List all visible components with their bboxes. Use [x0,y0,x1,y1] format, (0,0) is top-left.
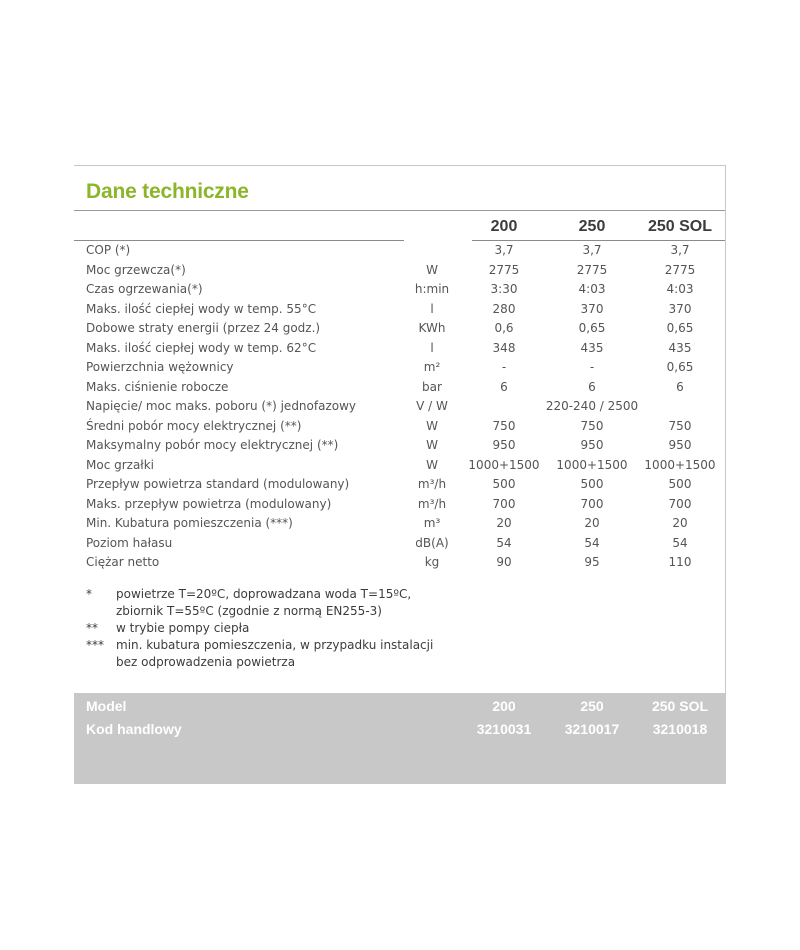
table-row [74,378,725,398]
footnote-marker: * [86,587,92,601]
row-unit: W [426,262,438,277]
row-value: 3,7 [670,243,690,257]
model-code-footer [74,693,726,784]
row-unit: l [430,340,434,355]
row-value: 3,7 [582,243,602,257]
table-row [74,417,725,437]
row-value: 90 [496,555,512,569]
row-unit: h:min [414,282,450,296]
row-unit: l [430,301,434,316]
footnote-line: bez odprowadzenia powietrza [116,655,296,669]
row-value: 20 [672,516,688,530]
table-row [74,436,725,456]
row-unit: W [426,457,438,472]
row-value: 3:30 [490,282,518,296]
table-row [74,495,725,515]
table-row [74,553,725,573]
column-header-200: 200 [490,218,518,235]
table-row [74,280,725,300]
trade-code-value: 3210018 [652,721,708,737]
table-row [74,397,725,417]
trade-code-value: 3210031 [476,721,532,737]
row-label: Maks. ciśnienie robocze [86,379,229,394]
row-value: 2775 [664,262,696,277]
row-unit: KWh [418,321,446,335]
row-value: 500 [668,477,692,491]
footnote-marker: ** [86,621,98,635]
table-row [74,241,725,261]
row-label: Średni pobór mocy elektrycznej (**) [86,418,302,433]
row-value: 280 [492,301,516,316]
row-value: 348 [492,340,516,355]
trade-code-label: Kod handlowy [86,721,182,737]
specs-table [74,241,725,573]
column-header-250: 250 [578,218,606,235]
row-value: 750 [668,418,692,433]
row-label: Maks. przepływ powietrza (modulowany) [86,496,332,511]
row-value: 1000+1500 [644,457,716,472]
row-value: 1000+1500 [556,457,628,472]
row-value: 20 [496,516,512,530]
row-value: 950 [580,438,604,452]
table-row [74,475,725,495]
footnote-line: w trybie pompy ciepła [116,621,250,635]
row-value: 0,65 [578,321,606,335]
row-value: 500 [492,477,516,491]
footnote-line: zbiornik T=55ºC (zgodnie z normą EN255-3) [116,604,382,618]
trade-code-value: 3210017 [564,721,620,737]
row-unit: W [426,438,438,452]
row-label: Czas ogrzewania(*) [86,282,203,296]
row-value: 6 [588,379,596,394]
row-value: 2775 [488,262,520,277]
row-label: Poziom hałasu [86,535,173,550]
row-value: 4:03 [578,282,606,296]
row-value: 370 [668,301,692,316]
row-unit: W [426,418,438,433]
footnote-marker: *** [86,638,104,652]
row-label: Dobowe straty energii (przez 24 godz.) [86,321,321,335]
row-value: 54 [584,535,600,550]
row-unit: m² [423,360,441,374]
row-value: 0,65 [666,321,694,335]
row-label: COP (*) [86,243,131,257]
footnote-line: powietrze T=20ºC, doprowadzana woda T=15ºC, [116,587,412,601]
row-value: 1000+1500 [468,457,540,472]
row-value: 500 [580,477,604,491]
section-title: Dane techniczne [86,180,249,203]
table-row [74,300,725,320]
row-value: 6 [676,379,684,394]
row-unit: kg [424,555,440,569]
table-row [74,534,725,554]
footnote [86,637,433,671]
row-value: 700 [580,496,604,511]
row-value: - [589,360,595,374]
row-value: 750 [492,418,516,433]
column-header-250-sol: 250 SOL [647,218,713,235]
row-value: 0,65 [666,360,694,374]
footnotes [86,586,433,671]
row-unit: m³/h [417,496,447,511]
row-value: 95 [584,555,600,569]
row-value: 3,7 [494,243,514,257]
row-value: 6 [500,379,508,394]
table-row [74,358,725,378]
table-row [74,319,725,339]
row-value: 435 [668,340,692,355]
row-label: Przepływ powietrza standard (modulowany) [86,477,350,491]
row-value: 950 [668,438,692,452]
row-value: 54 [672,535,688,550]
model-value: 250 [580,698,604,714]
row-value: 0,6 [494,321,514,335]
row-label: Maksymalny pobór mocy elektrycznej (**) [86,438,339,452]
model-value: 250 SOL [651,698,709,714]
row-unit: dB(A) [415,535,449,550]
row-unit: bar [422,379,442,394]
row-value: 700 [492,496,516,511]
row-value: 750 [580,418,604,433]
row-value: 435 [580,340,604,355]
row-value: 20 [584,516,600,530]
table-row [74,456,725,476]
footnote-line: min. kubatura pomieszczenia, w przypadku instalacji [116,638,434,652]
row-label: Powierzchnia wężownicy [86,360,234,374]
footnote [86,586,433,620]
row-label: Maks. ilość ciepłej wody w temp. 55°C [86,301,317,316]
row-value: 110 [668,555,692,569]
row-unit: V / W [416,399,448,413]
footnote [86,620,433,637]
row-value: 4:03 [666,282,694,296]
row-label: Moc grzałki [86,457,155,472]
row-value: 2775 [576,262,608,277]
row-value-span: 220-240 / 2500 [545,399,639,413]
table-row [74,261,725,281]
row-label: Min. Kubatura pomieszczenia (***) [86,516,293,530]
row-label: Napięcie/ moc maks. poboru (*) jednofazowy [86,399,357,413]
row-value: 54 [496,535,512,550]
row-label: Maks. ilość ciepłej wody w temp. 62°C [86,340,317,355]
table-row [74,514,725,534]
row-unit: m³ [423,516,441,530]
table-row [74,339,725,359]
model-value: 200 [492,698,516,714]
row-value: - [501,360,507,374]
technical-data-panel [74,165,726,783]
row-label: Ciężar netto [86,555,160,569]
model-label: Model [86,698,127,714]
row-label: Moc grzewcza(*) [86,262,186,277]
title-divider [74,210,725,211]
row-value: 370 [580,301,604,316]
row-unit: m³/h [417,477,447,491]
row-value: 700 [668,496,692,511]
row-value: 950 [492,438,516,452]
